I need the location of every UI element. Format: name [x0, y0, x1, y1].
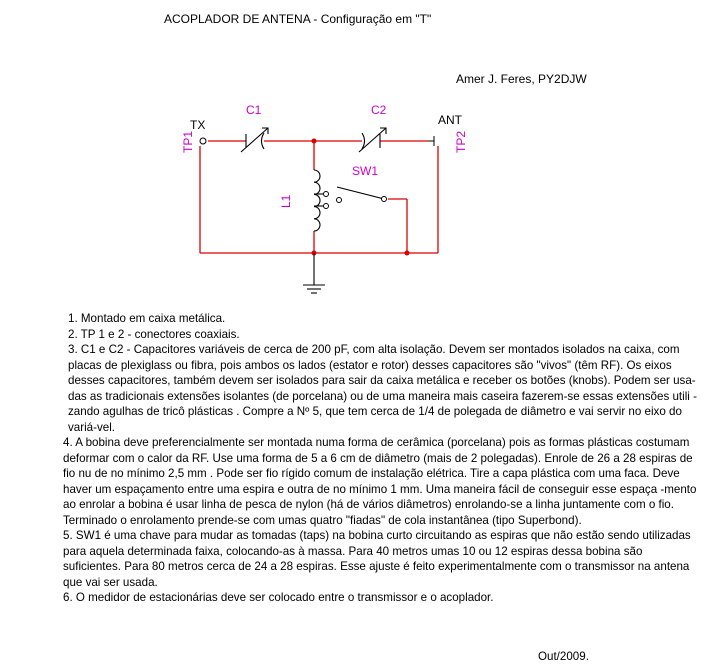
page-title: ACOPLADOR DE ANTENA - Configuração em "T" — [164, 12, 432, 26]
sw1-label: SW1 — [352, 164, 379, 178]
junction-dot — [405, 251, 410, 256]
ground-icon — [303, 253, 325, 293]
tx-label: TX — [190, 118, 206, 132]
sw1-switch — [337, 187, 384, 199]
note-item: 5. SW1 é uma chave para mudar as tomadas (taps) na bobina curto circuitando as espiras que não estão sendo utilizadas para aquela determinada faixa, colocando-as à massa. Para 40 metros umas 10 ou 12 espiras dessa bobina são suficientes. Para 80 metros cerca de 24 a 28 espiras. Esse ajuste é feito experimentalmente com o transmissor na antena que vai ser usada. — [63, 529, 691, 589]
c1-label: C1 — [246, 103, 262, 117]
junction-dots — [312, 139, 410, 256]
note-item: 4. A bobina deve preferencialmente ser montada numa forma de cerâmica (porcelana) pois as formas plásticas costumam deformar com o calor da RF. Use uma forma de 5 a 6 cm de diâmetro (mais de 2 polegadas). Enrole de 26 a 28 espiras de fio nu de no mínimo 2,5 mm . Pode ser fio rígido comum de instalação elétrica. Tire a capa plástica com uma faca. Deve haver um espaçamento entre uma espira e outra de no mínimo 1 mm. Uma maneira fácil de conseguir esse espaça -mento ao enrolar a bobina é usar linha de pesca de nylon (há de vários diâmetros) enrolando-se a linha juntamente com o fio. Terminado o enrolamento prende-se com umas quatro "fiadas" de cola instantânea (tipo Superbond). — [63, 436, 697, 527]
note-item: 3. C1 e C2 - Capacitores variáveis de cerca de 200 pF, com alta isolação. Devem ser montados isolados na caixa, com placas de plexiglass ou fibra, pois ambos os lados (estator e rotor) desses capacitores são "vivos" (têm RF). Os eixos desses capacitores, também devem ser isolados para sair da caixa metálica e receber os botões (knobs). Podem ser usa-das as tradicionais extensões isolantes (de porcelana) ou de uma maneira mais caseira fazerem-se essas extensões utili -zando agulhas de tricô plásticas . Compre a Nº 5, que tem cerca de 1/4 de polegada de diâmetro e vai servir no eixo do variá-vel. — [68, 343, 697, 434]
notes-section — [10, 311, 700, 606]
l1-taps — [324, 192, 342, 209]
tp2-label: TP2 — [454, 130, 468, 153]
c1-capacitor — [241, 128, 268, 152]
c2-capacitor — [359, 128, 386, 152]
date-label: Out/2009. — [538, 650, 589, 663]
l1-coil — [314, 170, 323, 231]
note-item: 1. Montado em caixa metálica. — [68, 312, 226, 325]
l1-label: L1 — [279, 194, 293, 208]
c2-label: C2 — [371, 103, 387, 117]
author: Amer J. Feres, PY2DJW — [456, 72, 587, 86]
ant-label: ANT — [438, 113, 462, 127]
note-item: 2. TP 1 e 2 - conectores coaxiais. — [68, 327, 240, 341]
tp1-label: TP1 — [181, 130, 195, 153]
junction-dot — [312, 139, 317, 144]
schematic-diagram — [0, 0, 707, 310]
note-item: 6. O medidor de estacionárias deve ser colocado entre o transmissor e o acoplador. — [63, 591, 494, 604]
tp1-connector — [200, 138, 206, 144]
tp2-connector — [428, 136, 434, 146]
sw1-pivot — [382, 197, 387, 202]
